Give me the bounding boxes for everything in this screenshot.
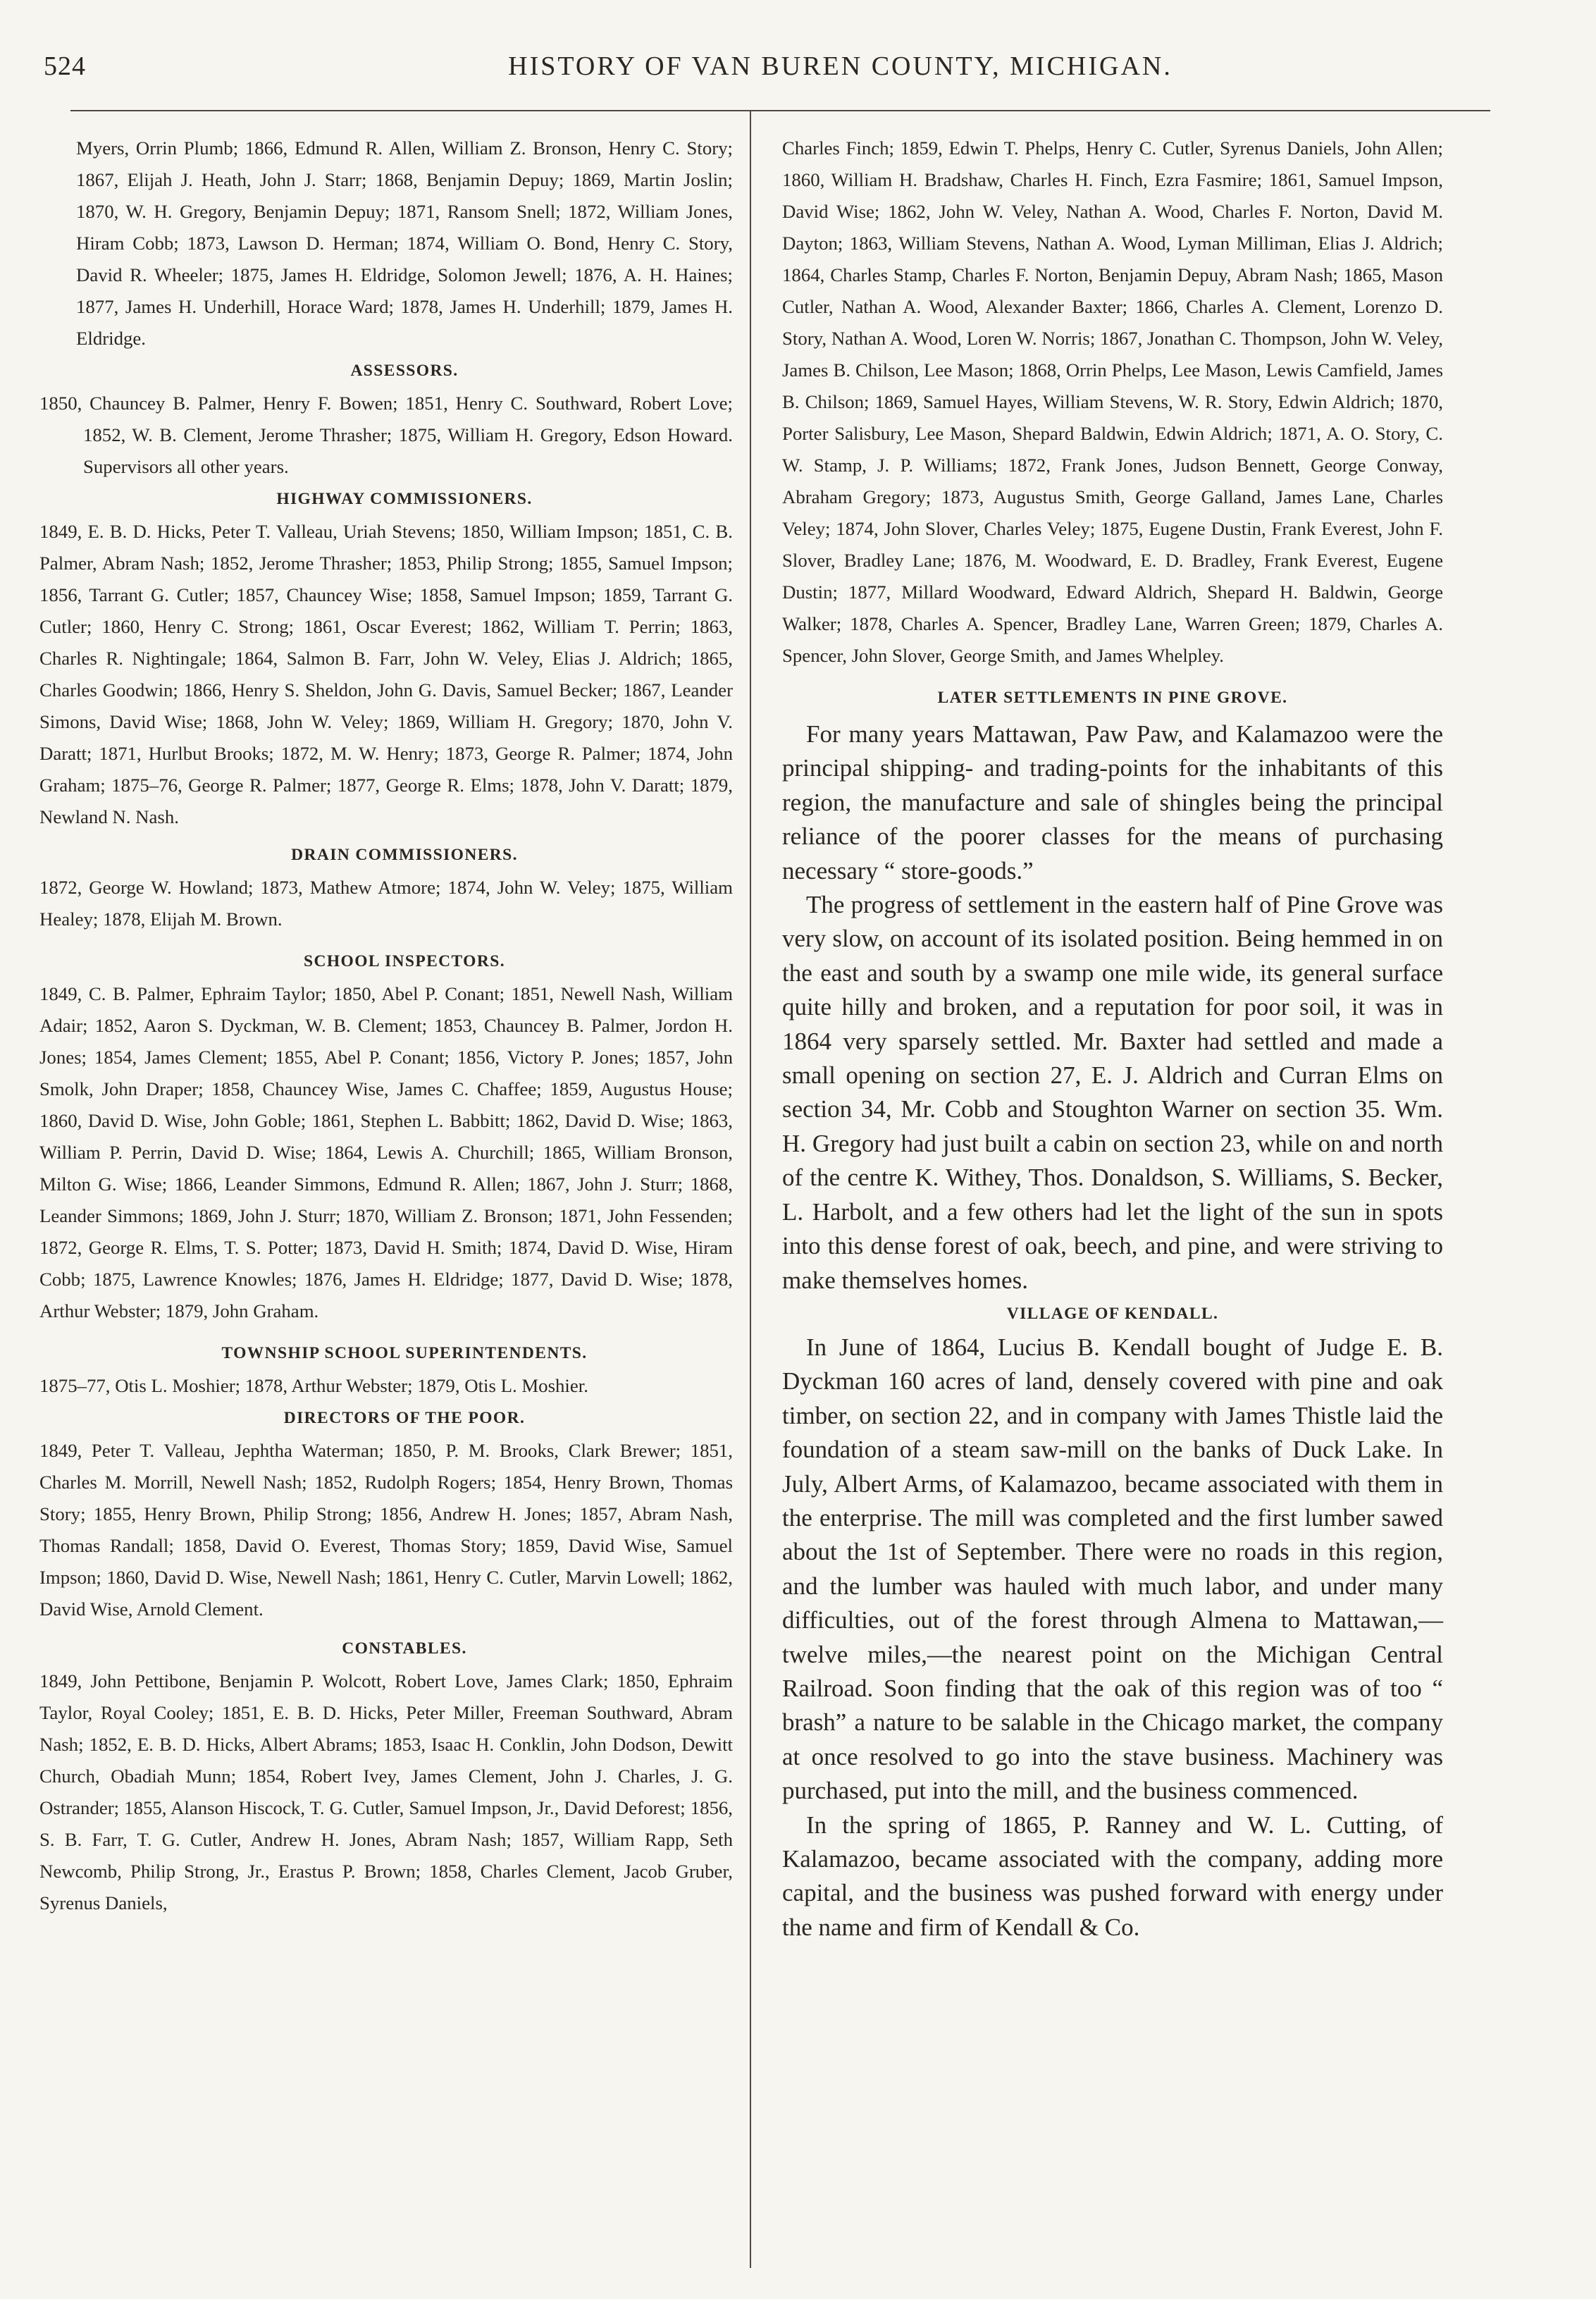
village-of-kendall-heading: VILLAGE OF KENDALL. bbox=[1006, 1304, 1219, 1323]
column-divider bbox=[750, 111, 751, 2268]
assessors-text: 1850, Chauncey B. Palmer, Henry F. Bowen; 1851, Henry C. Southward, Robert Love; 1852, W. B. Clement, Jerome Thrasher; 1875, William H. Gregory, Edson Howard. Supervisors all other years. bbox=[39, 393, 733, 477]
page-number: 524 bbox=[44, 51, 86, 81]
continued-list-text: Myers, Orrin Plumb; 1866, Edmund R. Allen, William Z. Bronson, Henry C. Story; 1867, Elijah J. Heath, John J. Starr; 1868, Benjamin Depuy; 1869, Martin Joslin; 1870, W. H. Gregory, Benjamin Depuy; 1871, Ransom Snell; 1872, William Jones, Hiram Cobb; 1873, Lawson D. Herman; 1874, William O. Bond, Henry C. Story, David R. Wheeler; 1875, James H. Eldridge, Solomon Jewell; 1876, A. H. Haines; 1877, James H. Underhill, Horace Ward; 1878, James H. Underhill; 1879, James H. Eldridge. bbox=[76, 137, 733, 349]
drain-commissioners-heading: DRAIN COMMISSIONERS. bbox=[291, 846, 518, 864]
constables-heading: CONSTABLES. bbox=[342, 1639, 467, 1658]
later-settlements-paragraph-2: The progress of settlement in the eastern half of Pine Grove was very slow, on account of its isolated position. Being hemmed in on the east and south by a swamp one mile wide, its general surface quite hilly and broken, and a reputation for poor soil, it was in 1864 very sparsely settled. Mr. Baxter had settled and made a small opening on section 27, E. J. Aldrich and Curran Elms on section 34, Mr. Cobb and Stoughton Warner on section 35. Wm. H. Gregory had just built a cabin on section 23, while on and north of the centre K. Withey, Thos. Donaldson, S. Williams, S. Becker, L. Harbolt, and a few others had let the light of the sun in spots into this dense forest of oak, beech, and pine, and were striving to make themselves homes. bbox=[782, 891, 1443, 1294]
constables-continued-text: Charles Finch; 1859, Edwin T. Phelps, Henry C. Cutler, Syrenus Daniels, John Allen; 1860, William H. Bradshaw, Charles H. Finch, Ezra Fasmire; 1861, Samuel Impson, David Wise; 1862, John W. Veley, Nathan A. Wood, Charles F. Norton, David M. Dayton; 1863, William Stevens, Nathan A. Wood, Lyman Milliman, Elias J. Aldrich; 1864, Charles Stamp, Charles F. Norton, Benjamin Depuy, Abram Nash; 1865, Mason Cutler, Nathan A. Wood, Alexander Baxter; 1866, Charles A. Clement, Lorenzo D. Story, Nathan A. Wood, Loren W. Norris; 1867, Jonathan C. Thompson, John W. Veley, James B. Chilson, Lee Mason; 1868, Orrin Phelps, Lee Mason, Lewis Camfield, James B. Chilson; 1869, Samuel Hayes, William Stevens, W. R. Story, Edwin Aldrich; 1870, Porter Salisbury, Lee Mason, Shepard Baldwin, Edwin Aldrich; 1871, A. O. Story, C. W. Stamp, J. P. Williams; 1872, Frank Jones, Judson Bennett, George Conway, Abraham Gregory; 1873, Augustus Smith, George Galland, James Lane, Charles Veley; 1874, John Slover, Charles Veley; 1875, Eugene Dustin, Frank Everest, John F. Slover, Bradley Lane; 1876, M. Woodward, E. D. Bradley, Frank Everest, Eugene Dustin; 1877, Millard Woodward, Edward Aldrich, Shepard H. Baldwin, George Walker; 1878, Charles A. Spencer, Bradley Lane, Warren Green; 1879, Charles A. Spencer, John Slover, George Smith, and James Whelpley. bbox=[782, 137, 1443, 666]
running-title: HISTORY OF VAN BUREN COUNTY, MICHIGAN. bbox=[508, 51, 1173, 81]
constables-text: 1849, John Pettibone, Benjamin P. Wolcott, Robert Love, James Clark; 1850, Ephraim Taylor, Royal Cooley; 1851, E. B. D. Hicks, Peter Miller, Freeman Southward, Abram Nash; 1852, E. B. D. Hicks, Albert Abrams; 1853, Isaac H. Conklin, John Dodson, Dewitt Church, Obadiah Munn; 1854, Robert Ivey, James Clement, John J. Charles, J. G. Ostrander; 1855, Alanson Hiscock, T. G. Cutler, Samuel Impson, Jr., David Deforest; 1856, S. B. Farr, T. G. Cutler, Andrew H. Jones, Abram Nash; 1857, William Rapp, Seth Newcomb, Philip Strong, Jr., Erastus P. Brown; 1858, Charles Clement, Jacob Gruber, Syrenus Daniels, bbox=[39, 1670, 733, 1913]
kendall-paragraph-1: In June of 1864, Lucius B. Kendall bought of Judge E. B. Dyckman 160 acres of land, densely covered with pine and oak timber, on section 22, and in company with James Thistle laid the foundation of a steam saw-mill on the banks of Duck Lake. In July, Albert Arms, of Kalamazoo, became associated with them in the enterprise. The mill was completed and the first lumber sawed about the 1st of September. There were no roads in this region, and the lumber was hauled with much labor, and under many difficulties, out of the forest through Almena to Mattawan,—twelve miles,—the nearest point on the Michigan Central Railroad. Soon finding that the oak of this region was of too “ brash” a nature to be salable in the Chicago market, the company at once resolved to go into the stave business. Machinery was purchased, put into the mill, and the business commenced. bbox=[782, 1333, 1443, 1805]
left-column bbox=[39, 132, 733, 1919]
kendall-paragraph-2: In the spring of 1865, P. Ranney and W. L. Cutting, of Kalamazoo, became associated with the company, adding more capital, and the business was pushed forward with energy under the name and firm of Kendall & Co. bbox=[782, 1811, 1443, 1941]
school-inspectors-heading: SCHOOL INSPECTORS. bbox=[304, 952, 505, 970]
school-inspectors-text: 1849, C. B. Palmer, Ephraim Taylor; 1850, Abel P. Conant; 1851, Newell Nash, William Adair; 1852, Aaron S. Dyckman, W. B. Clement; 1853, Chauncey B. Palmer, Jordon H. Jones; 1854, James Clement; 1855, Abel P. Conant; 1856, Victory P. Jones; 1857, John Smolk, John Draper; 1858, Chauncey Wise, James C. Chaffee; 1859, Augustus House; 1860, David D. Wise, John Goble; 1861, Stephen L. Babbitt; 1862, David D. Wise; 1863, William P. Perrin, David D. Wise; 1864, Lewis A. Churchill; 1865, William Bronson, Milton G. Wise; 1866, Leander Simmons, Edmund R. Allen; 1867, John J. Sturr; 1868, Leander Simmons; 1869, John J. Sturr; 1870, William Z. Bronson; 1871, John Fessenden; 1872, George R. Elms, T. S. Potter; 1873, David H. Smith; 1874, David D. Wise, Hiram Cobb; 1875, Lawrence Knowles; 1876, James H. Eldridge; 1877, David D. Wise; 1878, Arthur Webster; 1879, John Graham. bbox=[39, 983, 733, 1321]
later-settlements-heading: LATER SETTLEMENTS IN PINE GROVE. bbox=[937, 689, 1288, 707]
township-superintendents-text: 1875–77, Otis L. Moshier; 1878, Arthur Webster; 1879, Otis L. Moshier. bbox=[39, 1375, 588, 1396]
directors-of-poor-heading: DIRECTORS OF THE POOR. bbox=[283, 1409, 526, 1427]
drain-commissioners-text: 1872, George W. Howland; 1873, Mathew Atmore; 1874, John W. Veley; 1875, William Healey; 1878, Elijah M. Brown. bbox=[39, 877, 733, 930]
township-superintendents-heading: TOWNSHIP SCHOOL SUPERINTENDENTS. bbox=[221, 1344, 588, 1362]
later-settlements-paragraph-1: For many years Mattawan, Paw Paw, and Kalamazoo were the principal shipping- and trading-points for the inhabitants of this region, the manufacture and sale of shingles being the principal reliance of the poorer classes for the means of purchasing necessary “ store-goods.” bbox=[782, 720, 1443, 885]
highway-commissioners-text: 1849, E. B. D. Hicks, Peter T. Valleau, Uriah Stevens; 1850, William Impson; 1851, C. B. Palmer, Abram Nash; 1852, Jerome Thrasher; 1853, Philip Strong; 1855, Samuel Impson; 1856, Tarrant G. Cutler; 1857, Chauncey Wise; 1858, Samuel Impson; 1859, Tarrant G. Cutler; 1860, Henry C. Strong; 1861, Oscar Everest; 1862, William T. Perrin; 1863, Charles R. Nightingale; 1864, Salmon B. Farr, John W. Veley, Elias J. Aldrich; 1865, Charles Goodwin; 1866, Henry S. Sheldon, John G. Davis, Samuel Becker; 1867, Leander Simons, David Wise; 1868, John W. Veley; 1869, William H. Gregory; 1870, John V. Daratt; 1871, Hurlbut Brooks; 1872, M. W. Henry; 1873, George R. Palmer; 1874, John Graham; 1875–76, George R. Palmer; 1877, George R. Elms; 1878, John V. Daratt; 1879, Newland N. Nash. bbox=[39, 521, 733, 827]
right-column bbox=[782, 132, 1443, 1944]
header-rule bbox=[70, 110, 1490, 111]
directors-of-poor-text: 1849, Peter T. Valleau, Jephtha Waterman; 1850, P. M. Brooks, Clark Brewer; 1851, Charles M. Morrill, Newell Nash; 1852, Rudolph Rogers; 1854, Henry Brown, Thomas Story; 1855, Henry Brown, Philip Strong; 1856, Andrew H. Jones; 1857, Abram Nash, Thomas Randall; 1858, David O. Everest, Thomas Story; 1859, David Wise, Samuel Impson; 1860, David D. Wise, Newell Nash; 1861, Henry C. Cutler, Marvin Lowell; 1862, David Wise, Arnold Clement. bbox=[39, 1440, 733, 1620]
assessors-heading: ASSESSORS. bbox=[350, 362, 459, 380]
highway-commissioners-heading: HIGHWAY COMMISSIONERS. bbox=[276, 490, 533, 508]
